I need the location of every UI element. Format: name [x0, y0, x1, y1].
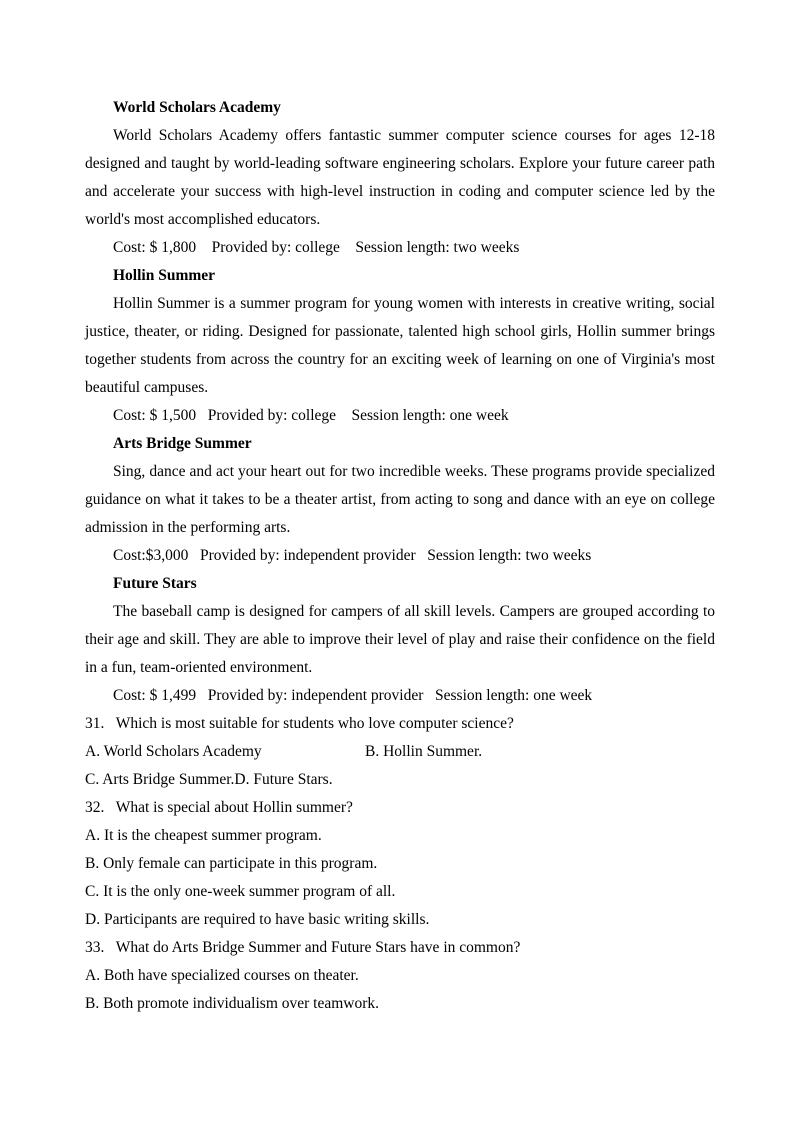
program-title: Future Stars — [113, 575, 197, 592]
option-b: B. Both promote individualism over teamwork. — [85, 995, 380, 1012]
option-c: C. It is the only one-week summer program of all. — [85, 883, 396, 900]
program-description: World Scholars Academy offers fantastic summer computer science courses for ages 12-18 designed and taught by world-leading software engineering scholars. Explore your future career path and accelerate your success with high-level instruction in coding and computer science led by the world's most accomplished educators. — [85, 127, 715, 228]
program-future-stars — [85, 570, 715, 710]
program-details: Cost:$3,000 Provided by: independent provider Session length: two weeks — [113, 547, 592, 564]
program-details: Cost: $ 1,800 Provided by: college Session length: two weeks — [113, 239, 520, 256]
option-a: A. Both have specialized courses on theater. — [85, 967, 359, 984]
option-b: B. Hollin Summer. — [365, 743, 483, 760]
option-b: B. Only female can participate in this program. — [85, 855, 378, 872]
option-a: A. World Scholars Academy — [85, 743, 262, 760]
program-description: Sing, dance and act your heart out for two incredible weeks. These programs provide specialized guidance on what it takes to be a theater artist, from acting to song and dance with an eye on college admission in the performing arts. — [85, 463, 715, 536]
option-c-d: C. Arts Bridge Summer.D. Future Stars. — [85, 771, 333, 788]
program-title: World Scholars Academy — [113, 99, 281, 116]
option-d: D. Participants are required to have basic writing skills. — [85, 911, 430, 928]
program-arts-bridge — [85, 430, 715, 570]
program-description: Hollin Summer is a summer program for young women with interests in creative writing, social justice, theater, or riding. Designed for passionate, talented high school girls, Hollin summer brings together students from across the country for an exciting week of learning on one of Virginia's most beautiful campuses. — [85, 295, 715, 396]
program-title: Hollin Summer — [113, 267, 216, 284]
program-description: The baseball camp is designed for campers of all skill levels. Campers are grouped according to their age and skill. They are able to improve their level of play and raise their confidence on the field in a fun, team-oriented environment. — [85, 603, 715, 676]
question-31 — [85, 710, 715, 794]
question-stem: 31. Which is most suitable for students who love computer science? — [85, 715, 514, 732]
program-world-scholars — [85, 94, 715, 262]
question-33 — [85, 934, 715, 1018]
program-hollin-summer — [85, 262, 715, 430]
question-stem: 33. What do Arts Bridge Summer and Future Stars have in common? — [85, 939, 521, 956]
option-a: A. It is the cheapest summer program. — [85, 827, 322, 844]
option-row — [85, 738, 715, 766]
program-title: Arts Bridge Summer — [113, 435, 252, 452]
question-stem: 32. What is special about Hollin summer? — [85, 799, 353, 816]
program-details: Cost: $ 1,500 Provided by: college Session length: one week — [113, 407, 509, 424]
question-32 — [85, 794, 715, 934]
program-details: Cost: $ 1,499 Provided by: independent provider Session length: one week — [113, 687, 593, 704]
